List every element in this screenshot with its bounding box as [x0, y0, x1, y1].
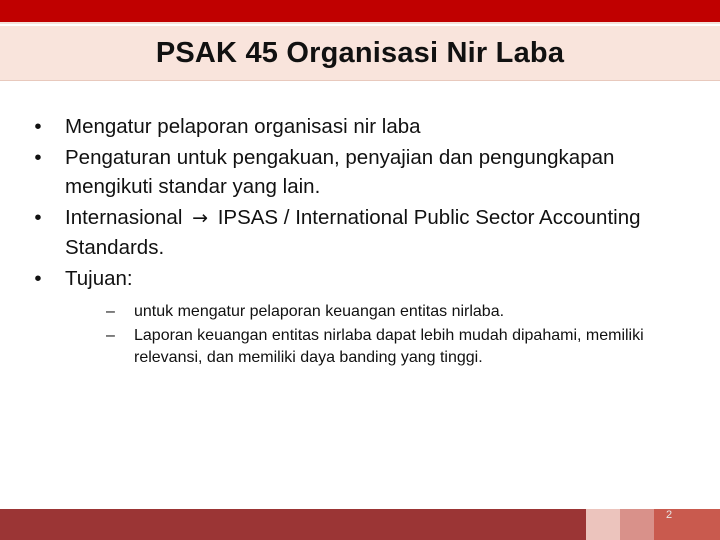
bullet-list — [28, 112, 688, 369]
dash-marker: – — [106, 303, 115, 320]
bullet-text: Pengaturan untuk pengakuan, penyajian dan pengungkapan mengikuti standar yang lain. — [65, 146, 615, 198]
sub-bullet-item — [65, 301, 688, 323]
dash-marker: – — [106, 327, 115, 344]
sub-bullet-item — [65, 325, 688, 369]
bullet-text-after-arrow: IPSAS / International Public Sector Accounting Standards. — [65, 206, 641, 259]
bullet-text: Mengatur pelaporan organisasi nir laba — [65, 115, 421, 138]
sub-bullet-text: Laporan keuangan entitas nirlaba dapat lebih mudah dipahami, memiliki relevansi, dan memiliki daya banding yang tinggi. — [134, 327, 644, 366]
slide-title: PSAK 45 Organisasi Nir Laba — [155, 36, 565, 69]
sub-bullet-list — [65, 301, 688, 369]
page-number: 2 — [666, 509, 673, 521]
bullet-item — [28, 203, 688, 262]
bullet-item — [28, 112, 688, 141]
footer-light-segment — [586, 509, 620, 540]
bullet-marker: • — [34, 206, 42, 229]
top-accent-bar — [0, 0, 720, 24]
footer-main-segment — [0, 509, 586, 540]
title-band — [0, 26, 720, 81]
footer-page-segment — [654, 509, 720, 540]
bullet-item — [28, 143, 688, 201]
sub-bullet-text: untuk mengatur pelaporan keuangan entitas nirlaba. — [134, 303, 505, 320]
slide-content — [28, 112, 688, 371]
bullet-marker: • — [34, 115, 42, 138]
bullet-marker: • — [34, 267, 42, 290]
bullet-text-before-arrow: Internasional — [65, 206, 183, 229]
bullet-marker: • — [34, 146, 42, 169]
bullet-text: Tujuan: — [65, 267, 133, 290]
right-arrow-icon: → — [192, 207, 209, 229]
footer-mid-segment — [620, 509, 654, 540]
bullet-item — [28, 264, 688, 369]
footer-bar — [0, 509, 720, 540]
